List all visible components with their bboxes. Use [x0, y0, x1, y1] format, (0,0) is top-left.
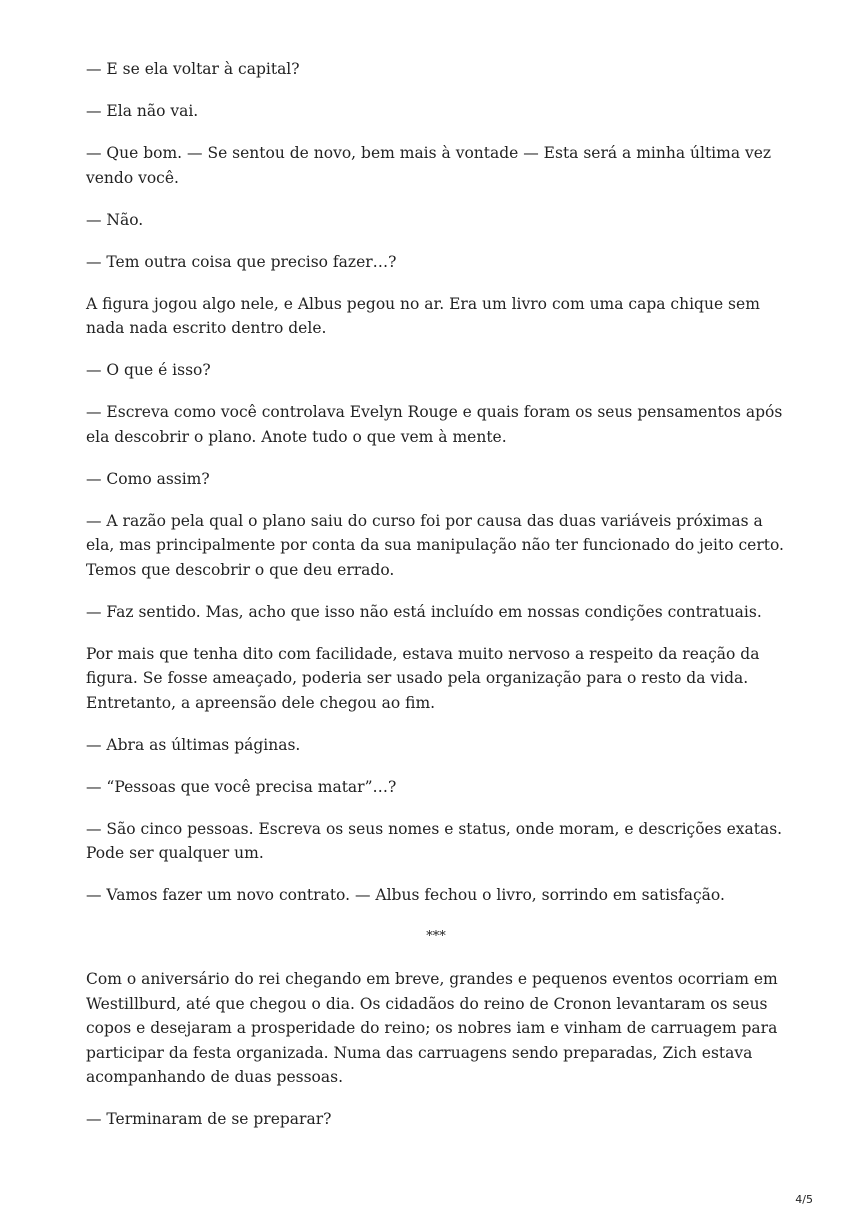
scene-separator: ***	[426, 929, 446, 944]
paragraph: — “Pessoas que você precisa matar”…?	[86, 777, 397, 796]
paragraph: — Que bom. — Se sentou de novo, bem mais à vontade — Esta será a minha última vez vendo você.	[86, 144, 772, 187]
page-number: 4/5	[795, 1193, 813, 1206]
paragraph: — Escreva como você controlava Evelyn Rouge e quais foram os seus pensamentos após ela descobrir o plano. Anote tudo o que vem à mente.	[86, 403, 783, 446]
paragraph: — O que é isso?	[86, 361, 211, 379]
paragraph: — Faz sentido. Mas, acho que isso não está incluído em nossas condições contratuais.	[86, 602, 762, 621]
paragraph: Com o aniversário do rei chegando em breve, grandes e pequenos eventos ocorriam em Westillburd, até que chegou o dia. Os cidadãos do reino de Cronon levantaram os seus copos e desejaram a prosperidade do reino; os nobres iam e vinham de carruagem para participar da festa organizada. Numa das carruagens sendo preparadas, Zich estava acompanhando de duas pessoas.	[86, 970, 778, 1086]
paragraph: — A razão pela qual o plano saiu do curso foi por causa das duas variáveis próximas a ela, mas principalmente por conta da sua manipulação não ter funcionado do jeito certo. Temos que descobrir o que deu errado.	[86, 511, 784, 579]
paragraph: — Terminaram de se preparar?	[86, 1110, 332, 1128]
paragraph: — Não.	[86, 210, 144, 229]
paragraph: Por mais que tenha dito com facilidade, estava muito nervoso a respeito da reação da figura. Se fosse ameaçado, poderia ser usado pela organização para o resto da vida. Entretanto, a apreensão dele chegou ao fim.	[86, 644, 760, 712]
paragraph: A figura jogou algo nele, e Albus pegou no ar. Era um livro com uma capa chique sem nada nada escrito dentro dele.	[86, 294, 760, 337]
paragraph: — Ela não vai.	[86, 102, 199, 120]
paragraph: — Tem outra coisa que preciso fazer…?	[86, 252, 397, 271]
paragraph: — E se ela voltar à capital?	[86, 60, 300, 78]
paragraph: — Abra as últimas páginas.	[86, 735, 301, 754]
paragraph: — São cinco pessoas. Escreva os seus nomes e status, onde moram, e descrições exatas. Pode ser qualquer um.	[86, 819, 783, 862]
paragraph: — Vamos fazer um novo contrato. — Albus fechou o livro, sorrindo em satisfação.	[86, 886, 725, 904]
paragraph: — Como assim?	[86, 469, 210, 488]
document-body	[86, 57, 786, 1149]
